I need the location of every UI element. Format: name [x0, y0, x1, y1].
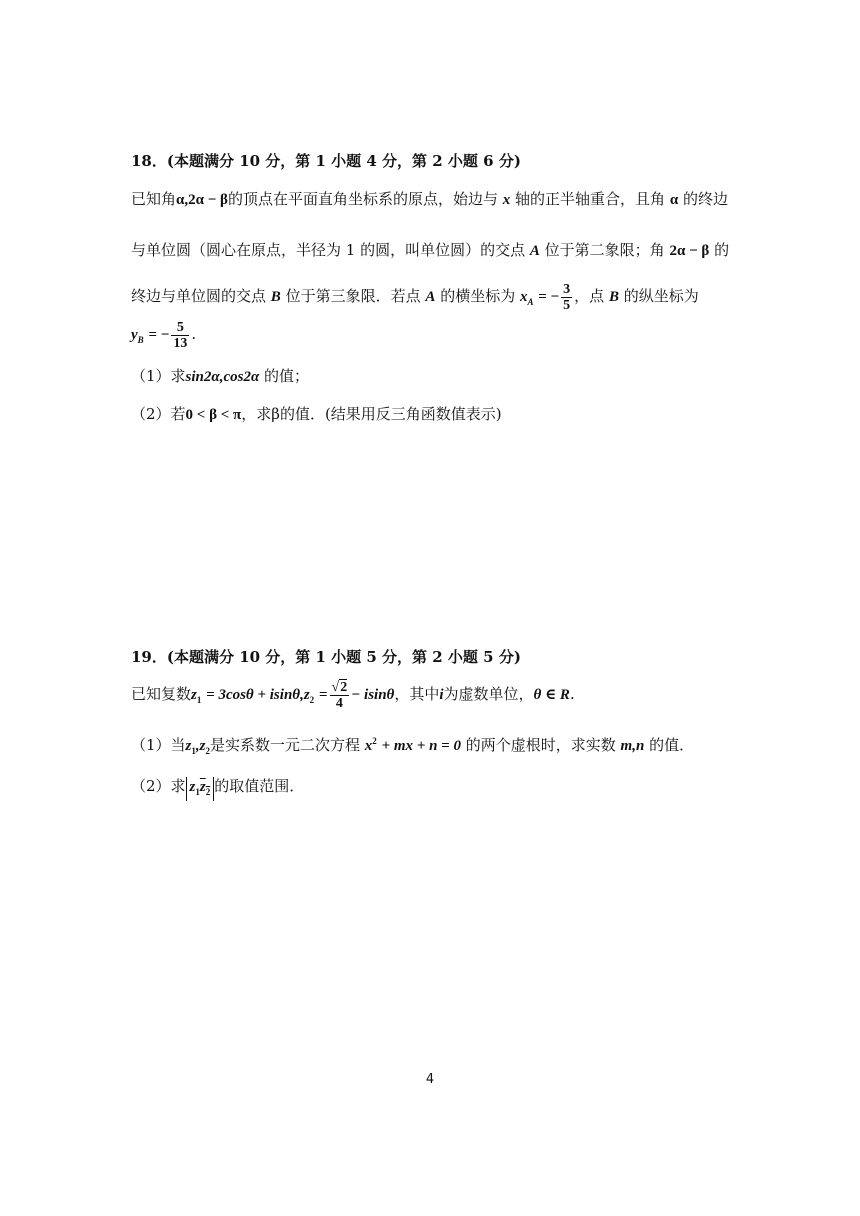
q19-line1: [131, 676, 575, 718]
q19-math: z: [199, 738, 206, 754]
q18-text: 的横坐标为: [440, 287, 516, 305]
q18-text: ，求β的值．(结果用反三角函数值表示): [241, 405, 502, 423]
q19-part2: [131, 776, 304, 801]
q18-text: 位于第三象限．若点: [285, 287, 421, 305]
q18-line1: [131, 189, 728, 210]
q18-text: （2）若: [131, 405, 186, 423]
sqrt-radicand: 2: [340, 679, 348, 695]
q19-text: （2）求: [131, 777, 186, 795]
q19-header: 19．(本题满分 10 分，第 1 小题 5 分，第 2 小题 5 分): [131, 648, 521, 666]
fraction-numerator: 5: [171, 320, 189, 336]
q19-math: z: [303, 687, 310, 703]
q18-math: A: [529, 243, 540, 259]
q18-text: ，点: [574, 287, 605, 305]
fraction-numerator: 3: [563, 281, 571, 297]
q18-text: 位于第二象限；角: [544, 241, 665, 259]
q18-math: 2α − β: [669, 243, 710, 259]
q18-math: α: [669, 192, 679, 208]
fraction-denominator: 13: [173, 335, 188, 351]
fraction-denominator: 5: [563, 297, 571, 313]
q18-math: A: [425, 289, 436, 305]
q18-line2: [131, 240, 729, 261]
q19-math: 1: [195, 787, 200, 797]
q18-math: 0 < β < π: [185, 407, 242, 423]
q18-math: = −: [538, 289, 560, 305]
q19-math: m,n: [620, 738, 645, 754]
q18-part2: [131, 404, 502, 425]
q19-math: =: [318, 687, 328, 703]
q18-math: A: [527, 297, 534, 307]
q19-math: z: [191, 687, 197, 703]
q18-text: 终边与单位圆的交点: [131, 287, 267, 305]
q19-text: .: [569, 685, 575, 703]
q19-math: z: [185, 738, 192, 754]
q19-math: 2: [205, 746, 210, 756]
q18-text: 轴的正半轴重合，且角: [515, 190, 666, 208]
q19-text: 已知复数: [131, 685, 192, 703]
q19-text: 的两个虚根时，求实数: [465, 736, 616, 754]
fraction-numerator: [330, 680, 350, 696]
q18-line3: [131, 280, 699, 318]
q18-math: B: [270, 289, 281, 305]
fraction-y-b: [171, 320, 189, 351]
q18-text: 的纵坐标为: [623, 287, 699, 305]
q18-math: B: [137, 335, 144, 345]
q18-text: 的顶点在平面直角坐标系的原点，始边与: [227, 190, 498, 208]
q18-text: （1）求: [131, 367, 186, 385]
q19-text: 为虚数单位，: [443, 685, 534, 703]
fraction-x-a: [561, 282, 572, 313]
q18-math: y: [131, 327, 138, 343]
q19-part1: [131, 731, 694, 761]
q18-text: 与单位圆（圆心在原点，半径为 1 的圆，叫单位圆）的交点: [131, 241, 526, 259]
q19-math: z: [189, 779, 196, 795]
q18-math: sin2α,cos2α: [185, 369, 260, 385]
q19-math: 1: [191, 746, 196, 756]
q18-text: 的值；: [264, 367, 310, 385]
fraction-z2: [330, 680, 350, 711]
q18-text: 的: [714, 241, 730, 259]
q18-math: α,2α − β: [176, 192, 228, 208]
q19-text: 是实系数一元二次方程: [209, 736, 360, 754]
q19-math: 2: [205, 787, 211, 797]
q18-part1: [131, 366, 309, 387]
q18-text: 的终边: [683, 190, 729, 208]
q19-math: i: [439, 687, 444, 703]
q18-math: B: [608, 289, 619, 305]
q19-text: （1）当: [131, 736, 186, 754]
q19-text: ，其中: [394, 685, 440, 703]
q18-math: x: [502, 192, 511, 208]
q19-math: = 3cosθ + isinθ,: [206, 687, 304, 703]
q19-math: ,: [195, 738, 200, 754]
q19-math: 2: [372, 736, 377, 746]
q18-text: 已知角: [131, 190, 177, 208]
conjugate-z2: [200, 777, 210, 795]
q18-math: x: [519, 289, 528, 305]
q19-math: 2: [309, 695, 315, 705]
q19-text: 的值．: [649, 736, 695, 754]
q19-math: − isinθ: [351, 687, 395, 703]
sqrt-sign-icon: √: [331, 679, 340, 695]
q18-text: .: [191, 325, 197, 343]
q19-math: z: [199, 779, 206, 795]
q18-math: = −: [148, 327, 170, 343]
q18-line4: [131, 318, 196, 356]
page-number: 4: [425, 1072, 435, 1087]
q19-math: θ ∈ R: [533, 687, 570, 703]
fraction-denominator: 4: [335, 695, 343, 711]
q19-math: x: [364, 738, 373, 754]
q19-math: 1: [196, 695, 202, 705]
q18-header: 18．(本题满分 10 分，第 1 小题 4 分，第 2 小题 6 分): [131, 152, 521, 170]
abs-value-expression: [186, 777, 215, 801]
q19-text: 的取值范围．: [214, 777, 305, 795]
q19-math: + mx + n = 0: [381, 738, 461, 754]
